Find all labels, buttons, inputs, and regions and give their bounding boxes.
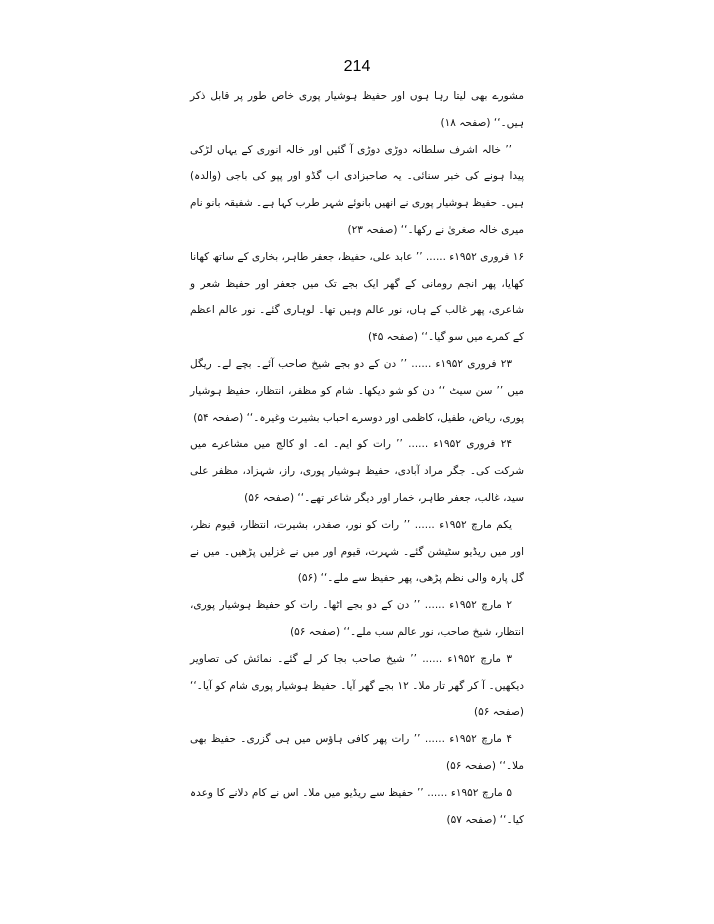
paragraph: ۳ مارچ ۱۹۵۲ء ...... ’’ شیخ صاحب بجا کر لے گئے۔ نمائش کی تصاویر دیکھیں۔ آ کر گھر تار ملا۔ ۱۲ بجے گھر آیا۔ حفیظ ہوشیار پوری شام کو آیا۔‘‘ (صفحہ ۵۶): [190, 652, 525, 719]
paragraph: ۴ مارچ ۱۹۵۲ء ...... ’’ رات پھر کافی ہاؤس میں ہی گزری۔ حفیظ بھی ملا۔‘‘ (صفحہ ۵۶): [190, 733, 524, 772]
paragraph: ۱۶ فروری ۱۹۵۲ء ...... ’’ عابد علی، حفیظ، جعفر طاہر، بخاری کے ساتھ کھانا کھایا، پھر انجم رومانی کے گھر ایک بجے تک میں جعفر اور حفیظ شعر و شاعری، پھر غالب کے ہاں، نور عالم وہیں تھا۔ لوہاری گئے۔ نور عالم اعظم کے کمرے میں سو گیا۔‘‘ (صفحہ ۴۵): [190, 250, 524, 344]
paragraph: یکم مارچ ۱۹۵۲ء ...... ’’ رات کو نور، صفدر، بشیرت، انتظار، قیوم نظر، اور میں ریڈیو سٹیشن گئے۔ شہرت، قیوم اور میں نے غزلیں پڑھیں۔ میں نے گل پارہ والی نظم پڑھی، پھر حفیظ سے ملے۔‘‘ (۵۶): [190, 518, 524, 585]
paragraph: ’’ خالہ اشرف سلطانہ دوڑی دوڑی آ گئیں اور خالہ انوری کے یہاں لڑکی پیدا ہونے کی خبر سنائی۔ یہ صاحبزادی اب گڈو اور پپو کی باجی (والدہ) ہیں۔ حفیظ ہوشیار پوری نے انھیں بانوئے شہر طرب کہا ہے۔ شفیقہ بانو نام میری خالہ صغریٰ نے رکھا۔‘‘ (صفحہ ۲۳): [190, 143, 524, 236]
paragraph: ۵ مارچ ۱۹۵۲ء ...... ’’ حفیظ سے ریڈیو میں ملا۔ اس نے کام دلانے کا وعدہ کیا۔‘‘ (صفحہ ۵۷): [190, 786, 524, 826]
page-number: 214: [343, 58, 371, 75]
paragraph: مشورے بھی لیتا رہا ہوں اور حفیظ ہوشیار پوری خاص طور پر قابل ذکر ہیں۔‘‘ (صفحہ ۱۸): [190, 90, 524, 129]
paragraph: ۲ مارچ ۱۹۵۲ء ...... ’’ دن کے دو بجے اٹھا۔ رات کو حفیظ ہوشیار پوری، انتظار، شیخ صاحب، نور عالم سب ملے۔‘‘ (صفحہ ۵۶): [190, 599, 524, 638]
paragraph: ۲۴ فروری ۱۹۵۲ء ...... ’’ رات کو ایم۔ اے۔ او کالج میں مشاعرے میں شرکت کی۔ جگر مراد آبادی، حفیظ ہوشیار پوری، راز، شہزاد، مظفر علی سید، غالب، جعفر طاہر، خمار اور دیگر شاعر تھے۔‘‘ (صفحہ ۵۶): [190, 438, 524, 504]
page-body: [190, 83, 524, 833]
paragraph: ۲۳ فروری ۱۹۵۲ء ...... ’’ دن کے دو بجے شیخ صاحب آئے۔ بچے لے۔ ریگل میں ’’ سن سیٹ ‘‘ دن کو شو دیکھا۔ شام کو مظفر، انتظار، حفیظ ہوشیار پوری، ریاض، طفیل، کاظمی اور دوسرے احباب بشیرت وغیرہ۔‘‘ (صفحہ ۵۴): [190, 357, 524, 424]
